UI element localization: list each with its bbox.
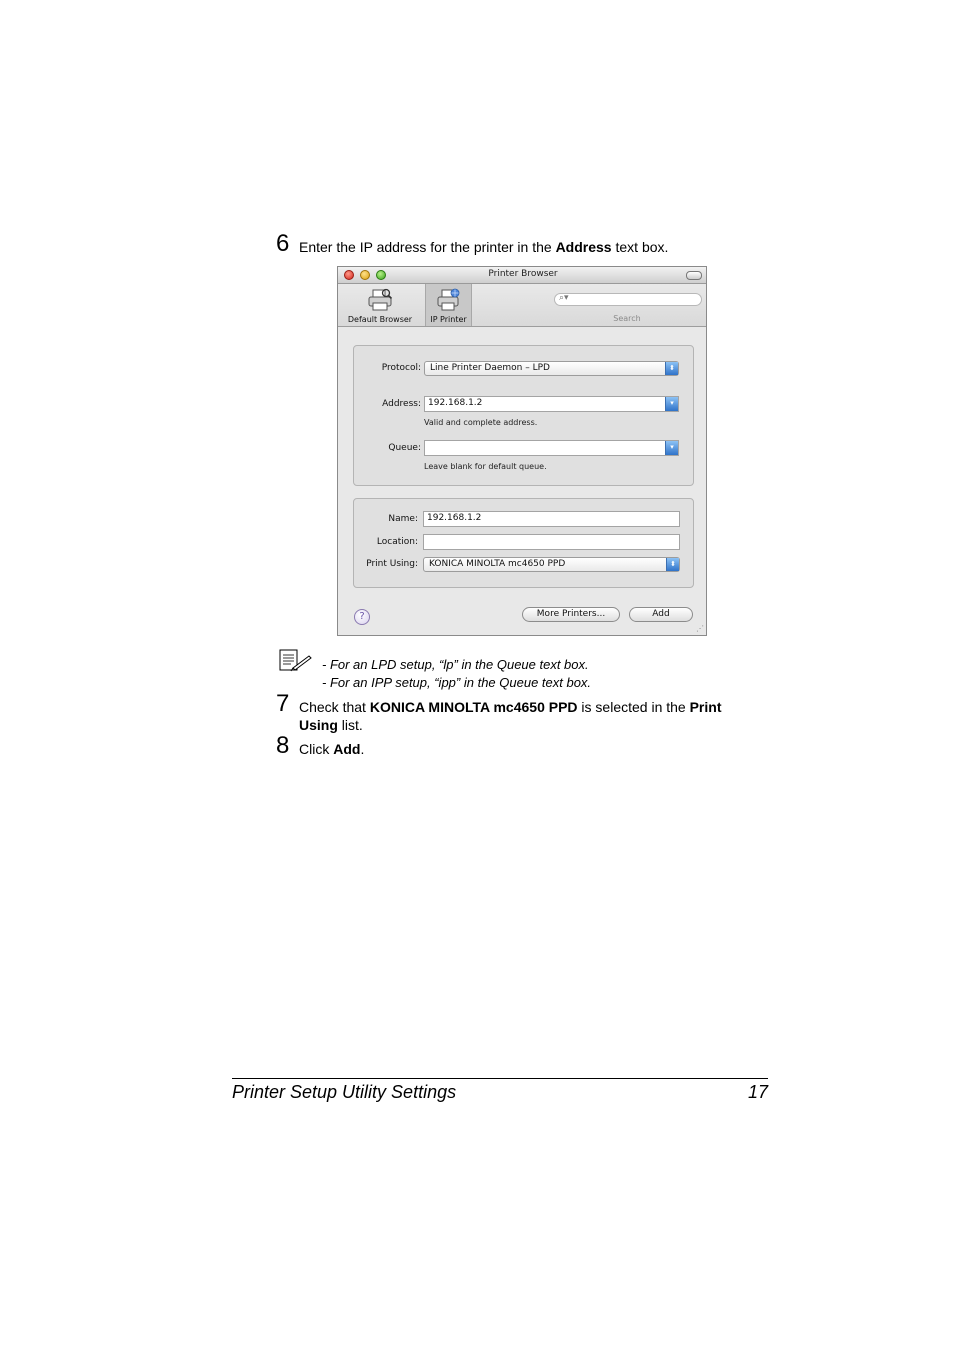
chevron-down-icon[interactable]: ▾ [665, 397, 678, 411]
network-printer-icon [437, 288, 461, 312]
page-number: 17 [747, 1082, 768, 1102]
footer-rule [232, 1078, 768, 1079]
location-label: Location: [376, 537, 418, 547]
search-icon: ⌕▾ [559, 293, 569, 303]
step-text-bold: Using [299, 717, 338, 733]
search-label: Search [613, 314, 641, 323]
step-text-bold: Print [689, 699, 722, 715]
more-printers-button[interactable]: More Printers... [522, 607, 620, 622]
toolbar [338, 284, 706, 327]
step-text-bold: Address [555, 239, 612, 255]
toolbar-toggle-button[interactable] [686, 271, 702, 280]
protocol-label: Protocol: [381, 363, 421, 373]
protocol-value: Line Printer Daemon – LPD [430, 363, 550, 373]
step-number: 8 [276, 732, 290, 759]
title-bar [338, 267, 706, 284]
ip-printer-button[interactable] [425, 284, 472, 326]
queue-hint: Leave blank for default queue. [424, 462, 547, 471]
queue-label: Queue: [388, 443, 421, 453]
location-field[interactable] [423, 534, 680, 550]
step-text-bold: Add [333, 741, 361, 757]
updown-arrows-icon: ⬍ [665, 362, 678, 375]
step-text [299, 740, 364, 758]
add-button[interactable]: Add [629, 607, 693, 622]
address-field[interactable] [424, 396, 679, 412]
note-line: - For an LPD setup, “lp” in the Queue text box. [322, 657, 589, 672]
step-text-part: Enter the IP address for the printer in the [299, 239, 556, 255]
chevron-down-icon[interactable]: ▾ [665, 441, 678, 455]
step-text-part: . [360, 741, 365, 757]
note-line: - For an IPP setup, “ipp” in the Queue text box. [322, 675, 592, 690]
print-using-value: KONICA MINOLTA mc4650 PPD [429, 559, 566, 569]
step-text-part: text box. [611, 239, 669, 255]
step-text-bold: KONICA MINOLTA mc4650 PPD [369, 699, 578, 715]
address-hint: Valid and complete address. [424, 418, 538, 427]
printer-browser-window [337, 266, 707, 636]
step-text-part: Check that [299, 699, 370, 715]
step-text [299, 698, 749, 734]
step-text [299, 238, 668, 256]
step-number: 7 [276, 690, 290, 717]
window-title: Printer Browser [488, 269, 558, 279]
step-text-part: list. [337, 717, 363, 733]
queue-field[interactable] [424, 440, 679, 456]
protocol-popup[interactable] [424, 361, 679, 376]
print-using-popup[interactable] [423, 557, 680, 572]
footer-title: Printer Setup Utility Settings [232, 1082, 457, 1102]
ip-printer-label: IP Printer [430, 315, 467, 324]
note-pencil-icon [279, 648, 313, 672]
print-using-label: Print Using: [366, 559, 418, 569]
address-label: Address: [382, 399, 421, 409]
resize-grip-icon[interactable]: ⋰ [696, 624, 704, 633]
connection-group [353, 345, 694, 486]
name-label: Name: [388, 514, 418, 524]
default-browser-label: Default Browser [347, 315, 413, 324]
updown-arrows-icon: ⬍ [666, 558, 679, 571]
step-text-part: is selected in the [577, 699, 690, 715]
step-text-part: Click [299, 741, 334, 757]
printer-icon [367, 288, 393, 312]
default-browser-button[interactable] [340, 284, 420, 326]
step-number: 6 [276, 230, 290, 257]
address-value: 192.168.1.2 [428, 398, 483, 408]
search-input[interactable] [554, 293, 702, 306]
printer-details-group [353, 498, 694, 588]
help-button[interactable]: ? [354, 609, 370, 625]
name-field[interactable] [423, 511, 680, 527]
name-value: 192.168.1.2 [427, 513, 482, 523]
